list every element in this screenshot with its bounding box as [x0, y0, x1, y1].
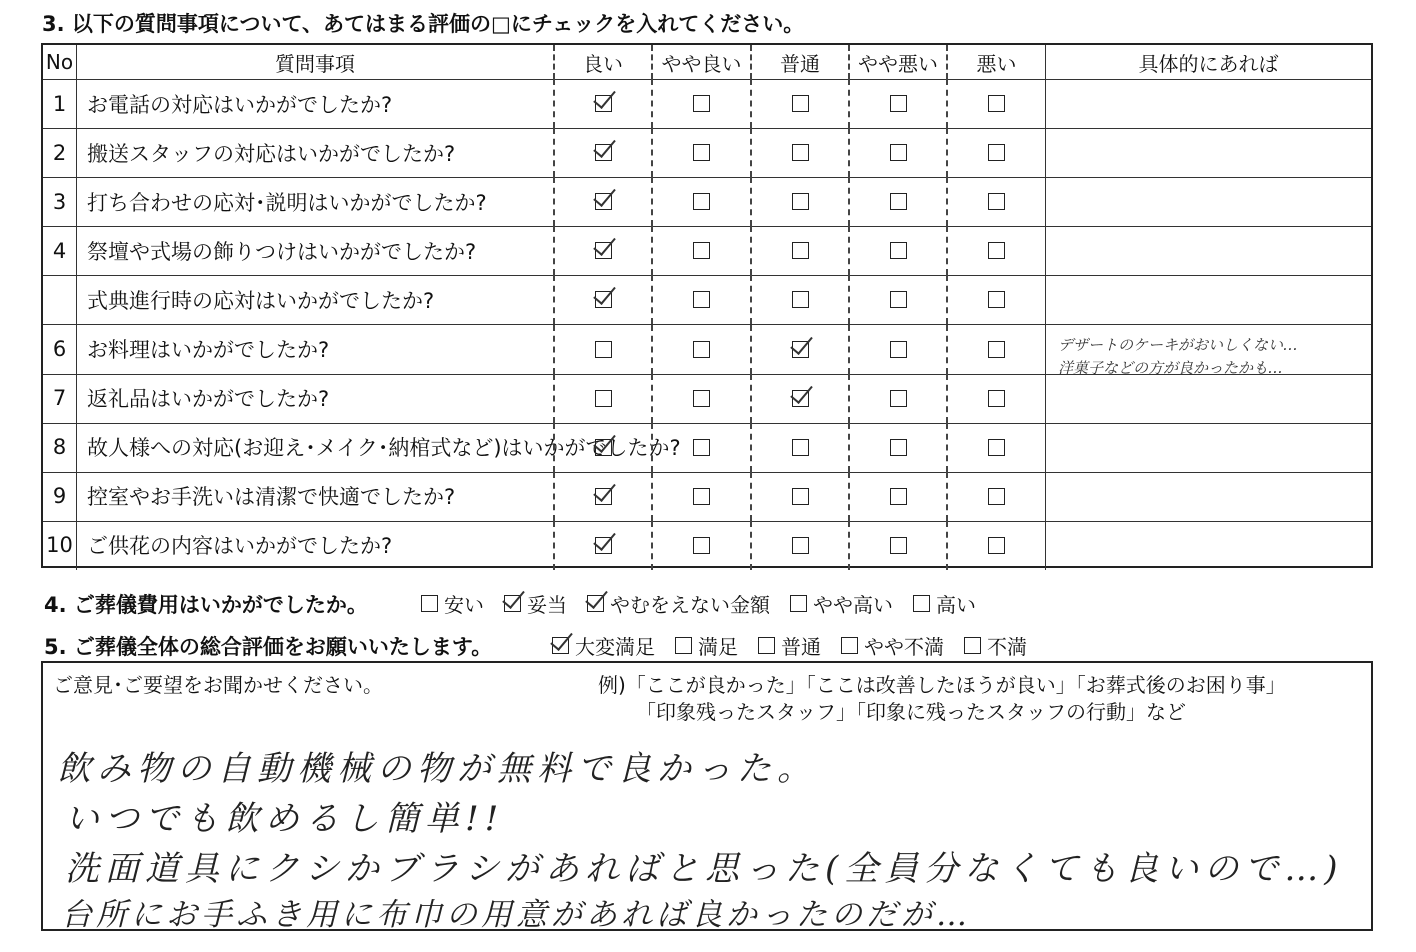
survey-table — [41, 43, 1373, 568]
question-text: 打ち合わせの応対･説明はいかがでしたか? — [77, 177, 555, 226]
rating-checkbox[interactable] — [988, 291, 1005, 308]
rating-cell — [850, 374, 948, 423]
rating-cell — [653, 177, 752, 226]
rating-cell — [850, 79, 948, 128]
rating-checkbox[interactable] — [693, 144, 710, 161]
rating-cell — [948, 423, 1046, 472]
rating-checkbox[interactable] — [693, 291, 710, 308]
rating-checkbox[interactable] — [988, 341, 1005, 358]
option-label: 満足 — [698, 635, 738, 659]
rating-cell — [948, 521, 1046, 570]
row-number: 10 — [43, 521, 77, 570]
section3-title: 3. 以下の質問事項について、あてはまる評価の□にチェックを入れてください。 — [42, 12, 805, 36]
rating-cell — [752, 226, 850, 275]
rating-cell — [850, 177, 948, 226]
rating-checkbox[interactable] — [988, 488, 1005, 505]
rating-checkbox[interactable] — [792, 193, 809, 210]
question-text: 祭壇や式場の飾りつけはいかがでしたか? — [77, 226, 555, 275]
option[interactable] — [964, 631, 1027, 660]
rating-cell — [850, 423, 948, 472]
rating-checkbox[interactable] — [792, 390, 809, 407]
rating-checkbox[interactable] — [792, 291, 809, 308]
rating-cell — [752, 177, 850, 226]
table-row — [43, 275, 1371, 325]
detail-cell[interactable] — [1046, 423, 1371, 472]
row-number: 9 — [43, 472, 77, 521]
option-checkbox[interactable] — [504, 595, 521, 612]
option[interactable] — [421, 589, 484, 618]
rating-cell — [555, 423, 653, 472]
rating-checkbox[interactable] — [792, 242, 809, 259]
rating-cell — [948, 472, 1046, 521]
option-label: やむをえない金額 — [610, 593, 770, 617]
handwritten-comment: 飲み物の自動機械の物が無料で良かった。 — [57, 749, 817, 789]
question-text: 返礼品はいかがでしたか? — [77, 374, 555, 423]
row-number: 8 — [43, 423, 77, 472]
table-row — [43, 128, 1371, 178]
rating-checkbox[interactable] — [988, 144, 1005, 161]
row-number: 7 — [43, 374, 77, 423]
table-row — [43, 423, 1371, 473]
handwritten-comment: 洗面道具にクシかブラシがあればと思った(全員分なくても良いので…) — [65, 849, 1344, 889]
option-label: 大変満足 — [575, 635, 655, 659]
rating-cell — [752, 423, 850, 472]
option-checkbox[interactable] — [421, 595, 438, 612]
header-rating: やや悪い — [850, 45, 948, 79]
option[interactable] — [913, 589, 976, 618]
option-label: 不満 — [987, 635, 1027, 659]
rating-checkbox[interactable] — [792, 439, 809, 456]
option-checkbox[interactable] — [587, 595, 604, 612]
rating-cell — [948, 374, 1046, 423]
rating-checkbox[interactable] — [890, 341, 907, 358]
rating-cell — [653, 128, 752, 177]
rating-checkbox[interactable] — [693, 242, 710, 259]
option-checkbox[interactable] — [552, 637, 569, 654]
option[interactable] — [675, 631, 738, 660]
option-label: 高い — [936, 593, 976, 617]
rating-cell — [948, 275, 1046, 324]
rating-checkbox[interactable] — [988, 390, 1005, 407]
rating-checkbox[interactable] — [792, 144, 809, 161]
handwritten-comment: いつでも飲めるし簡単!! — [65, 799, 505, 839]
rating-cell — [555, 177, 653, 226]
option-label: やや高い — [813, 593, 893, 617]
rating-cell — [752, 521, 850, 570]
section5-title: 5. ご葬儀全体の総合評価をお願いいたします。 — [44, 635, 493, 659]
header-detail: 具体的にあれば — [1138, 51, 1279, 76]
table-row — [43, 226, 1371, 276]
table-row — [43, 472, 1371, 522]
overall-options — [552, 631, 1047, 660]
rating-cell — [653, 472, 752, 521]
section4-title: 4. ご葬儀費用はいかがでしたか。 — [44, 593, 368, 617]
question-text: 故人様への対応(お迎え･メイク･納棺式など)はいかがでしたか? — [77, 423, 555, 472]
header-no: No — [43, 45, 77, 79]
rating-cell — [752, 275, 850, 324]
rating-cell — [555, 128, 653, 177]
rating-cell — [850, 128, 948, 177]
rating-cell — [555, 275, 653, 324]
option-checkbox[interactable] — [758, 637, 775, 654]
rating-checkbox[interactable] — [890, 95, 907, 112]
rating-checkbox[interactable] — [890, 390, 907, 407]
rating-cell — [653, 325, 752, 374]
rating-checkbox[interactable] — [988, 193, 1005, 210]
header-rating: 普通 — [752, 45, 850, 79]
rating-checkbox[interactable] — [693, 488, 710, 505]
rating-cell — [653, 79, 752, 128]
question-text: 式典進行時の応対はいかがでしたか? — [77, 275, 555, 324]
header-rating: 悪い — [948, 45, 1046, 79]
comments-box[interactable] — [41, 661, 1373, 931]
rating-checkbox[interactable] — [988, 95, 1005, 112]
question-text: ご供花の内容はいかがでしたか? — [77, 521, 555, 570]
rating-checkbox[interactable] — [890, 291, 907, 308]
rating-cell — [653, 521, 752, 570]
option[interactable] — [758, 631, 821, 660]
row-number: 1 — [43, 79, 77, 128]
rating-cell — [555, 325, 653, 374]
rating-checkbox[interactable] — [890, 242, 907, 259]
option[interactable] — [587, 589, 770, 618]
rating-checkbox[interactable] — [988, 439, 1005, 456]
header-rating: 良い — [555, 45, 653, 79]
handwritten-comment: 台所にお手ふき用に布巾の用意があれば良かったのだが… — [61, 897, 971, 933]
option[interactable] — [841, 631, 944, 660]
table-row — [43, 177, 1371, 227]
handwritten-note: デザートのケーキがおいしくない… — [1058, 336, 1299, 354]
rating-checkbox[interactable] — [595, 193, 612, 210]
rating-cell — [948, 325, 1046, 374]
rating-cell — [850, 226, 948, 275]
detail-cell[interactable] — [1046, 79, 1371, 128]
rating-cell — [850, 472, 948, 521]
rating-checkbox[interactable] — [595, 439, 612, 456]
header-question: 質問事項 — [77, 45, 555, 79]
rating-checkbox[interactable] — [693, 439, 710, 456]
detail-cell[interactable] — [1046, 275, 1371, 324]
detail-cell[interactable] — [1046, 177, 1371, 226]
rating-checkbox[interactable] — [595, 390, 612, 407]
rating-checkbox[interactable] — [890, 537, 907, 554]
question-text: 控室やお手洗いは清潔で快適でしたか? — [77, 472, 555, 521]
rating-cell — [752, 128, 850, 177]
option-checkbox[interactable] — [913, 595, 930, 612]
rating-cell — [850, 325, 948, 374]
rating-checkbox[interactable] — [988, 537, 1005, 554]
rating-cell — [948, 177, 1046, 226]
rating-cell — [555, 79, 653, 128]
option-checkbox[interactable] — [675, 637, 692, 654]
rating-checkbox[interactable] — [792, 537, 809, 554]
rating-cell — [752, 79, 850, 128]
rating-checkbox[interactable] — [693, 193, 710, 210]
detail-cell[interactable] — [1046, 374, 1371, 423]
rating-checkbox[interactable] — [890, 193, 907, 210]
rating-checkbox[interactable] — [595, 95, 612, 112]
rating-cell — [555, 521, 653, 570]
rating-checkbox[interactable] — [693, 341, 710, 358]
rating-checkbox[interactable] — [792, 341, 809, 358]
option-checkbox[interactable] — [841, 637, 858, 654]
detail-cell[interactable] — [1046, 128, 1371, 177]
question-text: お料理はいかがでしたか? — [77, 325, 555, 374]
rating-checkbox[interactable] — [693, 390, 710, 407]
option-label: 安い — [444, 593, 484, 617]
rating-checkbox[interactable] — [595, 537, 612, 554]
rating-cell — [653, 275, 752, 324]
rating-cell — [555, 226, 653, 275]
table-row — [43, 79, 1371, 129]
option[interactable] — [504, 589, 567, 618]
rating-cell — [653, 423, 752, 472]
rating-checkbox[interactable] — [792, 95, 809, 112]
rating-checkbox[interactable] — [595, 242, 612, 259]
rating-checkbox[interactable] — [595, 291, 612, 308]
question-text: 搬送スタッフの対応はいかがでしたか? — [77, 128, 555, 177]
rating-cell — [653, 226, 752, 275]
table-header-row — [43, 45, 1371, 80]
rating-checkbox[interactable] — [988, 242, 1005, 259]
rating-cell — [948, 128, 1046, 177]
handwritten-note: 洋菓子などの方が良かったかも… — [1058, 359, 1284, 377]
cost-options — [421, 589, 996, 618]
row-number: 6 — [43, 325, 77, 374]
comments-label: ご意見･ご要望をお聞かせください。 — [53, 673, 383, 697]
comments-example-line1: 例)「ここが良かった」「ここは改善したほうが良い」「お葬式後のお困り事」 — [598, 673, 1286, 697]
row-number: 4 — [43, 226, 77, 275]
rating-checkbox[interactable] — [595, 144, 612, 161]
rating-checkbox[interactable] — [595, 488, 612, 505]
rating-checkbox[interactable] — [792, 488, 809, 505]
rating-cell — [948, 79, 1046, 128]
detail-cell[interactable] — [1046, 521, 1371, 570]
rating-cell — [948, 226, 1046, 275]
option-label: 普通 — [781, 635, 821, 659]
rating-checkbox[interactable] — [693, 537, 710, 554]
rating-checkbox[interactable] — [595, 341, 612, 358]
detail-cell[interactable] — [1046, 226, 1371, 275]
detail-cell[interactable] — [1046, 472, 1371, 521]
rating-cell — [752, 325, 850, 374]
option[interactable] — [552, 631, 655, 660]
option-checkbox[interactable] — [790, 595, 807, 612]
table-row — [43, 374, 1371, 424]
rating-checkbox[interactable] — [890, 144, 907, 161]
comments-example-line2: 「印象残ったスタッフ」「印象に残ったスタッフの行動」など — [636, 700, 1186, 724]
rating-cell — [653, 374, 752, 423]
option-label: やや不満 — [864, 635, 944, 659]
table-row — [43, 521, 1371, 570]
option-checkbox[interactable] — [964, 637, 981, 654]
rating-cell — [555, 374, 653, 423]
rating-checkbox[interactable] — [693, 95, 710, 112]
row-number: 2 — [43, 128, 77, 177]
row-number: 3 — [43, 177, 77, 226]
rating-cell — [850, 275, 948, 324]
option-label: 妥当 — [527, 593, 567, 617]
rating-checkbox[interactable] — [890, 439, 907, 456]
question-text: お電話の対応はいかがでしたか? — [77, 79, 555, 128]
rating-cell — [752, 472, 850, 521]
option[interactable] — [790, 589, 893, 618]
rating-checkbox[interactable] — [890, 488, 907, 505]
row-number — [43, 275, 77, 324]
rating-cell — [752, 374, 850, 423]
rating-cell — [850, 521, 948, 570]
rating-cell — [555, 472, 653, 521]
header-rating: やや良い — [653, 45, 752, 79]
